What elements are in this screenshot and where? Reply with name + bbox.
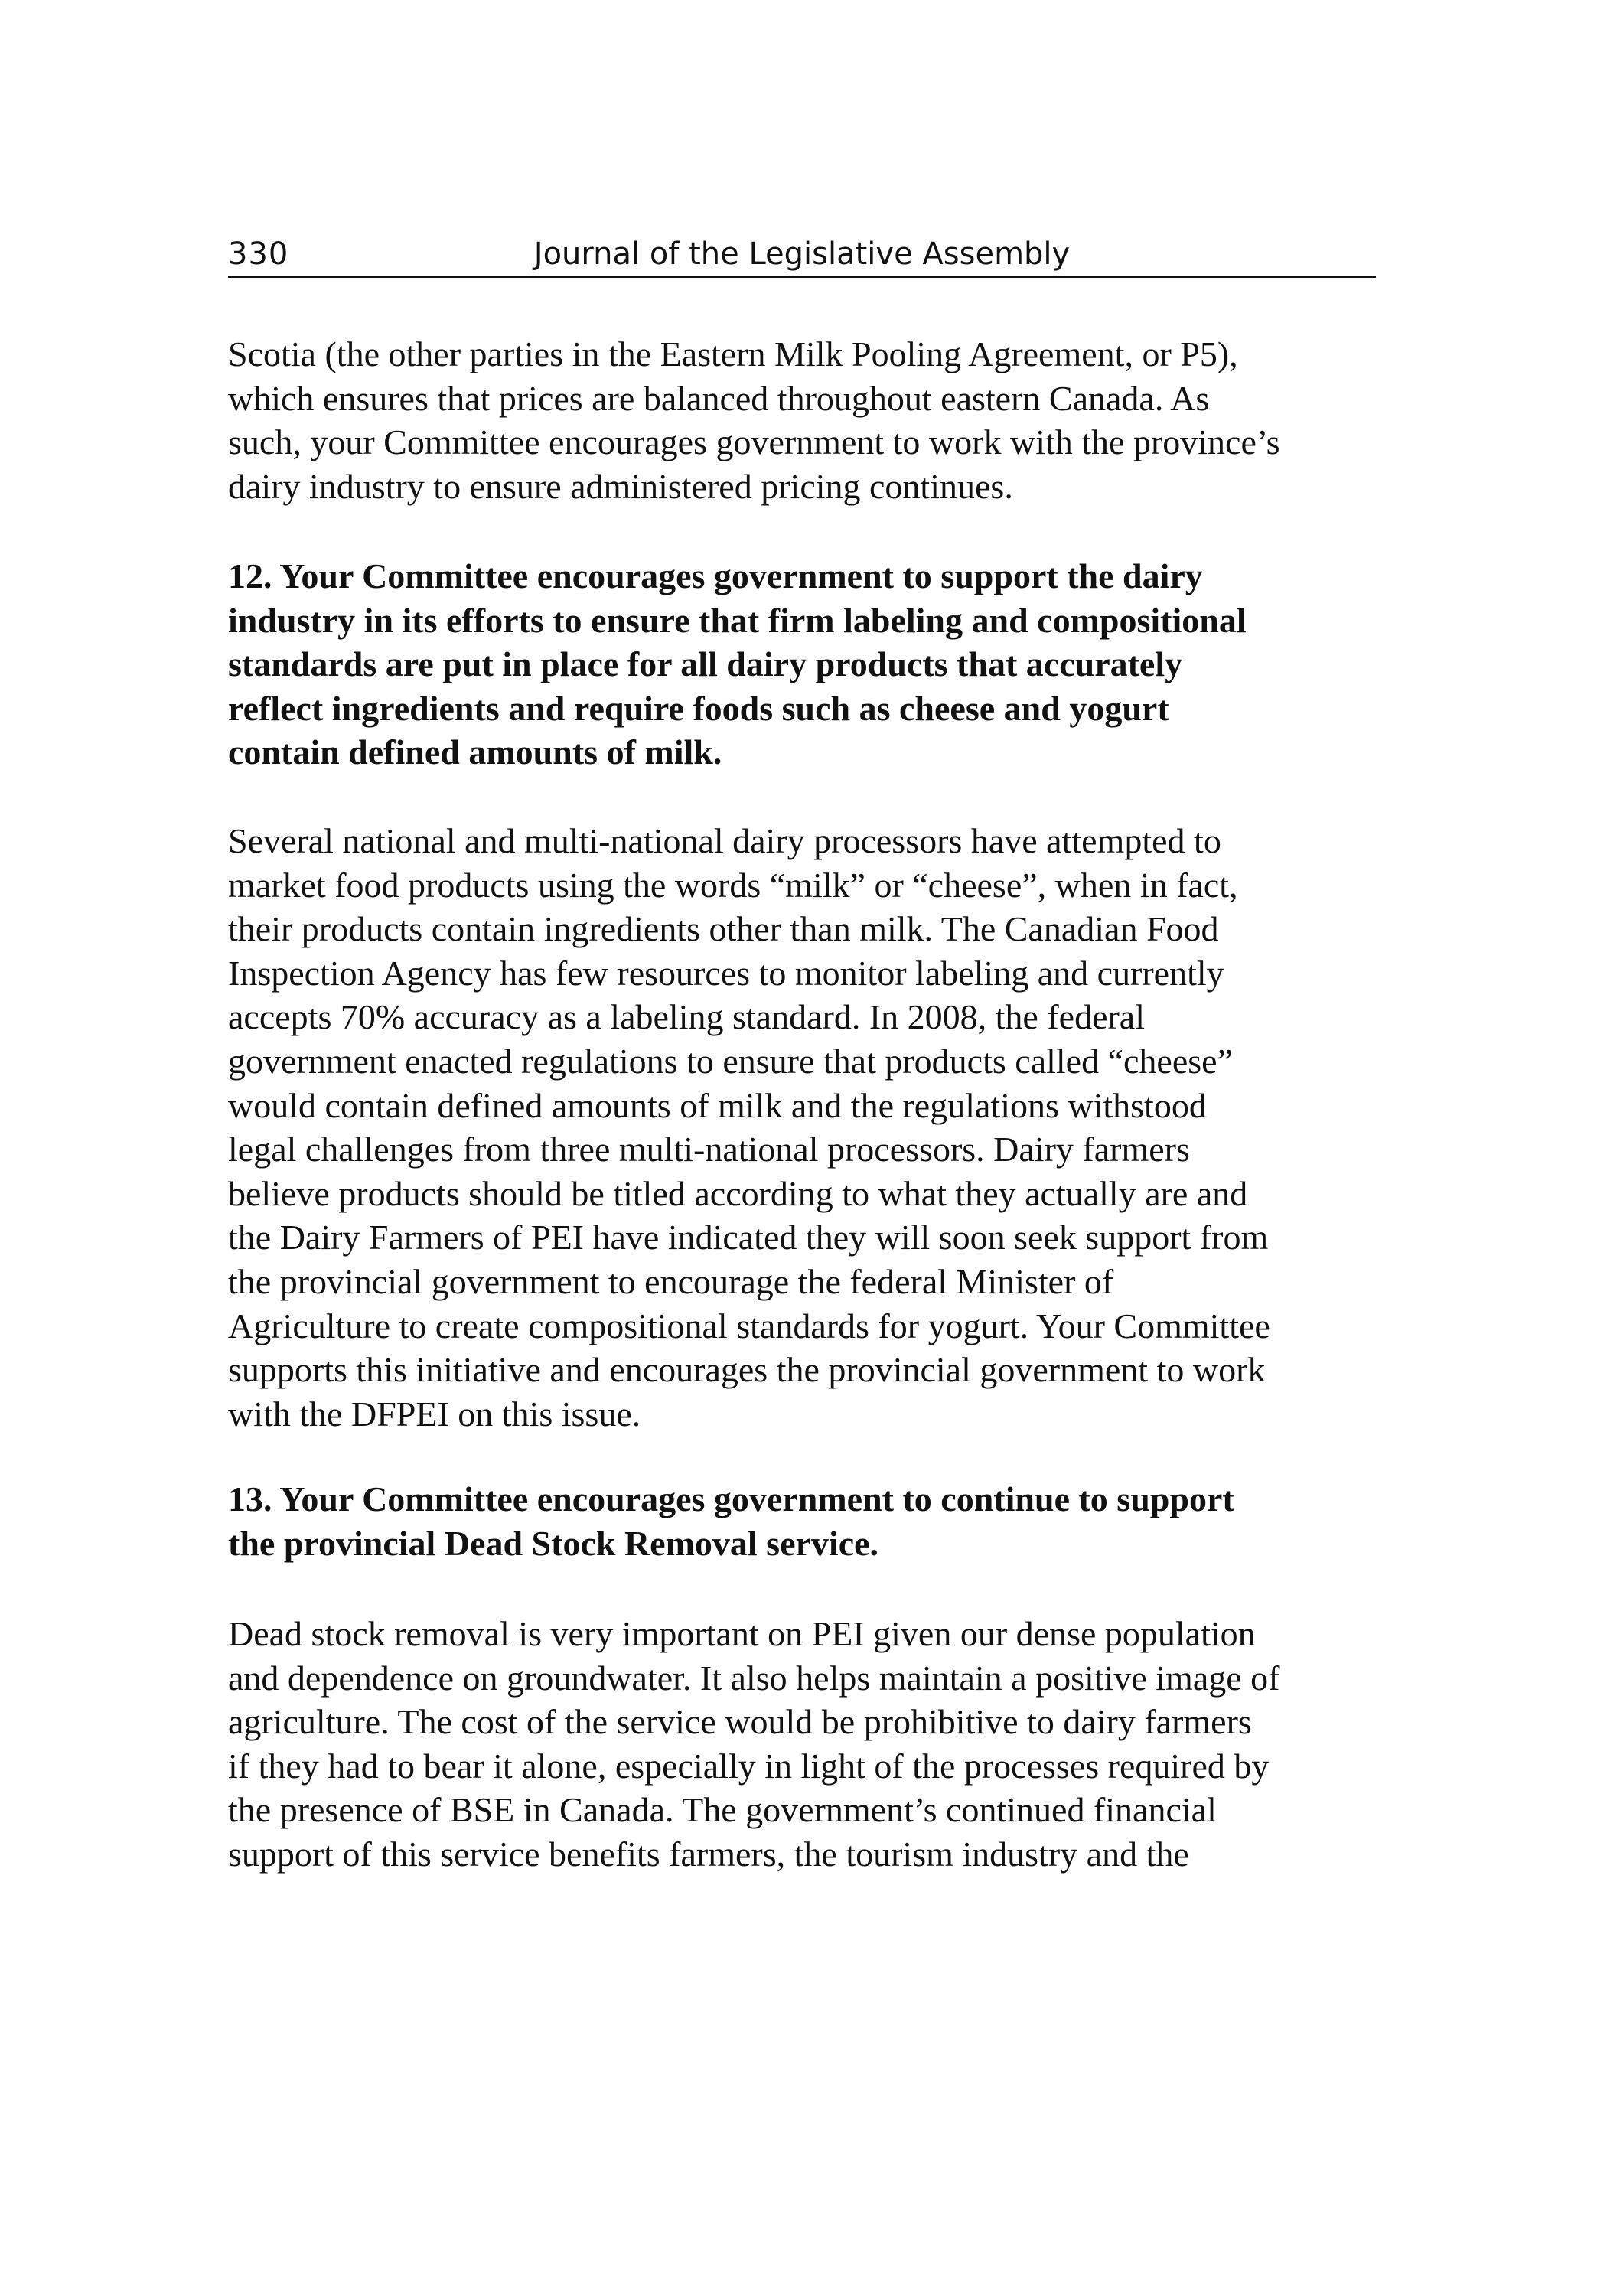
text-line: if they had to bear it alone, especially in light of the processes required by <box>228 1746 1270 1786</box>
text-line: support of this service benefits farmers, the tourism industry and the <box>228 1834 1189 1874</box>
page-number: 330 <box>228 236 289 272</box>
heading-line: 12. Your Committee encourages government to support the dairy <box>228 556 1203 595</box>
text-line: market food products using the words “milk” or “cheese”, when in fact, <box>228 865 1238 905</box>
text-line: the presence of BSE in Canada. The government’s continued financial <box>228 1790 1217 1830</box>
text-line: would contain defined amounts of milk and the regulations withstood <box>228 1085 1207 1125</box>
text-line: believe products should be titled according to what they actually are and <box>228 1173 1248 1213</box>
journal-title: Journal of the Legislative Assembly <box>533 236 1071 272</box>
text-line: accepts 70% accuracy as a labeling standard. In 2008, the federal <box>228 997 1145 1037</box>
text-line: Agriculture to create compositional standards for yogurt. Your Committee <box>228 1306 1270 1345</box>
running-header <box>228 228 1376 278</box>
text-line: supports this initiative and encourages the provincial government to work <box>228 1350 1266 1390</box>
heading-line: contain defined amounts of milk. <box>228 732 722 772</box>
text-line: the Dairy Farmers of PEI have indicated they will soon seek support from <box>228 1218 1269 1257</box>
text-line: Several national and multi-national dairy processors have attempted to <box>228 821 1221 860</box>
text-line: government enacted regulations to ensure that products called “cheese” <box>228 1041 1233 1081</box>
recommendation-12-heading <box>228 554 1391 775</box>
text-line: which ensures that prices are balanced throughout eastern Canada. As <box>228 378 1210 418</box>
text-line: such, your Committee encourages government to work with the province’s <box>228 422 1280 462</box>
recommendation-13-heading <box>228 1477 1391 1565</box>
text-line: their products contain ingredients other than milk. The Canadian Food <box>228 909 1219 949</box>
text-line: Inspection Agency has few resources to monitor labeling and currently <box>228 953 1224 993</box>
text-line: Scotia (the other parties in the Eastern Milk Pooling Agreement, or P5), <box>228 334 1238 373</box>
text-line: agriculture. The cost of the service would be prohibitive to dairy farmers <box>228 1702 1252 1742</box>
heading-line: reflect ingredients and require foods such as cheese and yogurt <box>228 688 1169 728</box>
text-line: with the DFPEI on this issue. <box>228 1394 641 1433</box>
heading-line: industry in its efforts to ensure that firm labeling and compositional <box>228 600 1247 640</box>
paragraph-labeling-standards <box>228 819 1391 1436</box>
text-line: legal challenges from three multi-national processors. Dairy farmers <box>228 1130 1190 1169</box>
text-line: the provincial government to encourage the federal Minister of <box>228 1261 1114 1301</box>
text-line: dairy industry to ensure administered pricing continues. <box>228 466 1013 506</box>
heading-line: 13. Your Committee encourages government to continue to support <box>228 1479 1234 1518</box>
paragraph-dead-stock-removal <box>228 1612 1391 1877</box>
heading-line: standards are put in place for all dairy products that accurately <box>228 644 1183 684</box>
text-line: and dependence on groundwater. It also helps maintain a positive image of <box>228 1658 1280 1698</box>
paragraph-eastern-milk-pooling <box>228 332 1391 508</box>
heading-line: the provincial Dead Stock Removal service. <box>228 1523 879 1563</box>
text-line: Dead stock removal is very important on PEI given our dense population <box>228 1614 1256 1653</box>
